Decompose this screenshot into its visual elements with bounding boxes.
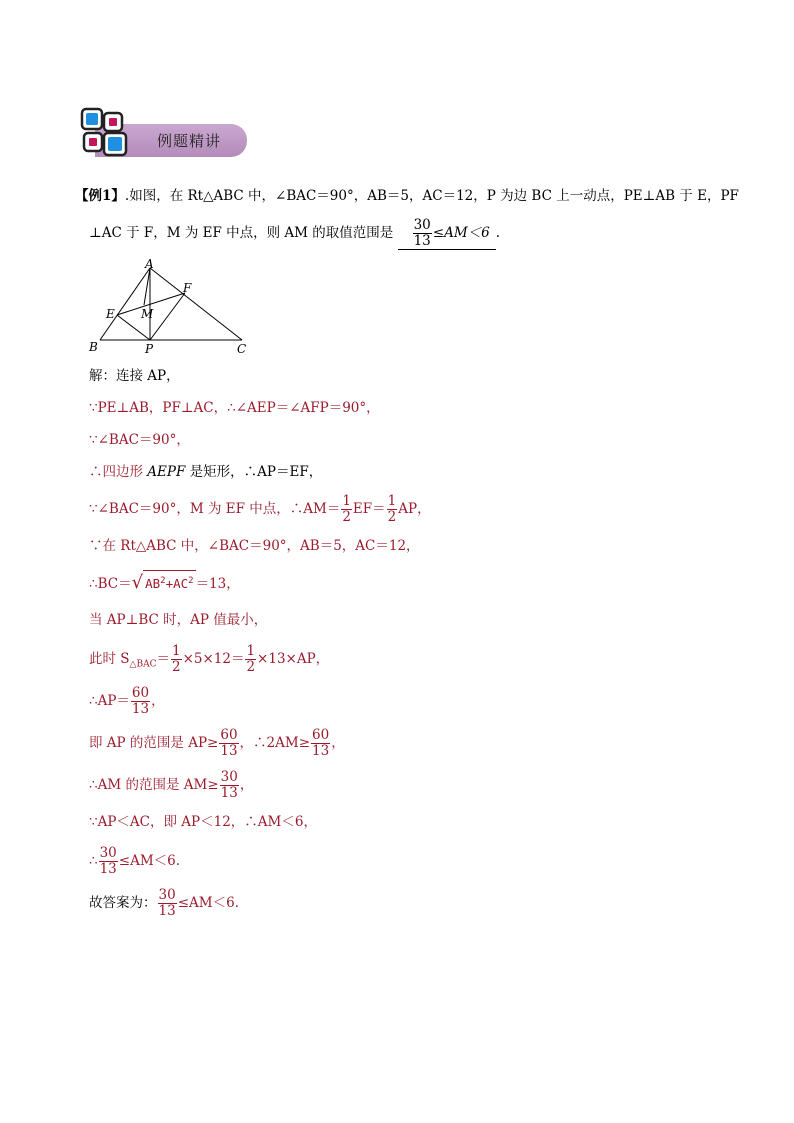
section-icon: [78, 105, 130, 161]
label-p: P: [145, 342, 154, 356]
label-a: A: [145, 257, 154, 271]
segment-am: [144, 268, 150, 305]
solution-line-13: ∵AP＜AC，即 AP＜12，∴AM＜6，: [89, 814, 317, 830]
solution-line-11: 即 AP 的范围是 AP≥ $\frac{60}{13}$ ，∴2AM≥ $\frac{60}{13}$ ，: [89, 727, 345, 759]
triangle-figure: [86, 256, 256, 360]
question-line-1: [75, 186, 739, 206]
solution-line-12: ∴AM 的范围是 AM≥ $\frac{30}{13}$ ，: [89, 769, 254, 801]
question-text-1: .如图，在 Rt△ABC 中，∠BAC＝90°，AB＝5，AC＝12，P 为边 BC 上一动点，PE⊥AB 于 E，PF: [124, 188, 739, 204]
segment-pf: [150, 293, 185, 340]
solution-line-14: ∴ $\frac{30}{13}$ ≤AM＜6.: [89, 845, 181, 877]
question-line-2: ⊥AC 于 F，M 为 EF 中点，则 AM 的取值范围是 $\frac{30}{13}$ ≤AM＜6 .: [89, 217, 501, 249]
side-ac: [150, 268, 242, 340]
label-b: B: [89, 340, 98, 354]
solution-line-8: 当 AP⊥BC 时，AP 值最小，: [89, 612, 268, 628]
solution-line-2: ∵PE⊥AB，PF⊥AC，∴∠AEP＝∠AFP＝90°，: [89, 400, 380, 416]
solution-line-4: ∴四边形 AEPF 是矩形，∴AP＝EF，: [89, 464, 323, 480]
solution-line-15: 故答案为： $\frac{30}{13}$ ≤AM＜6.: [89, 887, 239, 919]
label-m: M: [141, 307, 154, 321]
solution-line-7: ∴BC＝√ $AB^2+AC^2 =13$，: [89, 570, 240, 594]
side-ab: [100, 268, 150, 340]
question-text-2: ⊥AC 于 F，M 为 EF 中点，则 AM 的取值范围是: [89, 225, 394, 241]
solution-line-6: ∵在 Rt△ABC 中，∠BAC＝90°，AB＝5，AC＝12，: [89, 538, 420, 554]
label-f: F: [183, 281, 192, 295]
solution-line-5: ∵∠BAC＝90°，M 为 EF 中点，∴AM＝ $\frac{1}{2}$ EF＝ $\frac{1}{2}$ AP，: [89, 493, 431, 525]
solution-line-1: 解：连接 AP，: [89, 368, 180, 384]
question-tag: 【例1】: [75, 188, 125, 204]
solution-line-9: 此时 $S_{\triangle BAC}=$ $\frac{1}{2}$ ×5×12＝ $\frac{1}{2}$ ×13×AP，: [89, 643, 330, 675]
answer-blank: $\frac{30}{13}$ ≤AM＜6: [398, 218, 496, 250]
solution-line-10: ∴AP＝ $\frac{60}{13}$ ，: [89, 685, 165, 717]
label-c: C: [237, 342, 247, 356]
solution-line-3: ∵∠BAC＝90°，: [89, 432, 190, 448]
label-e: E: [106, 307, 115, 321]
section-title: 例题精讲: [157, 132, 222, 150]
